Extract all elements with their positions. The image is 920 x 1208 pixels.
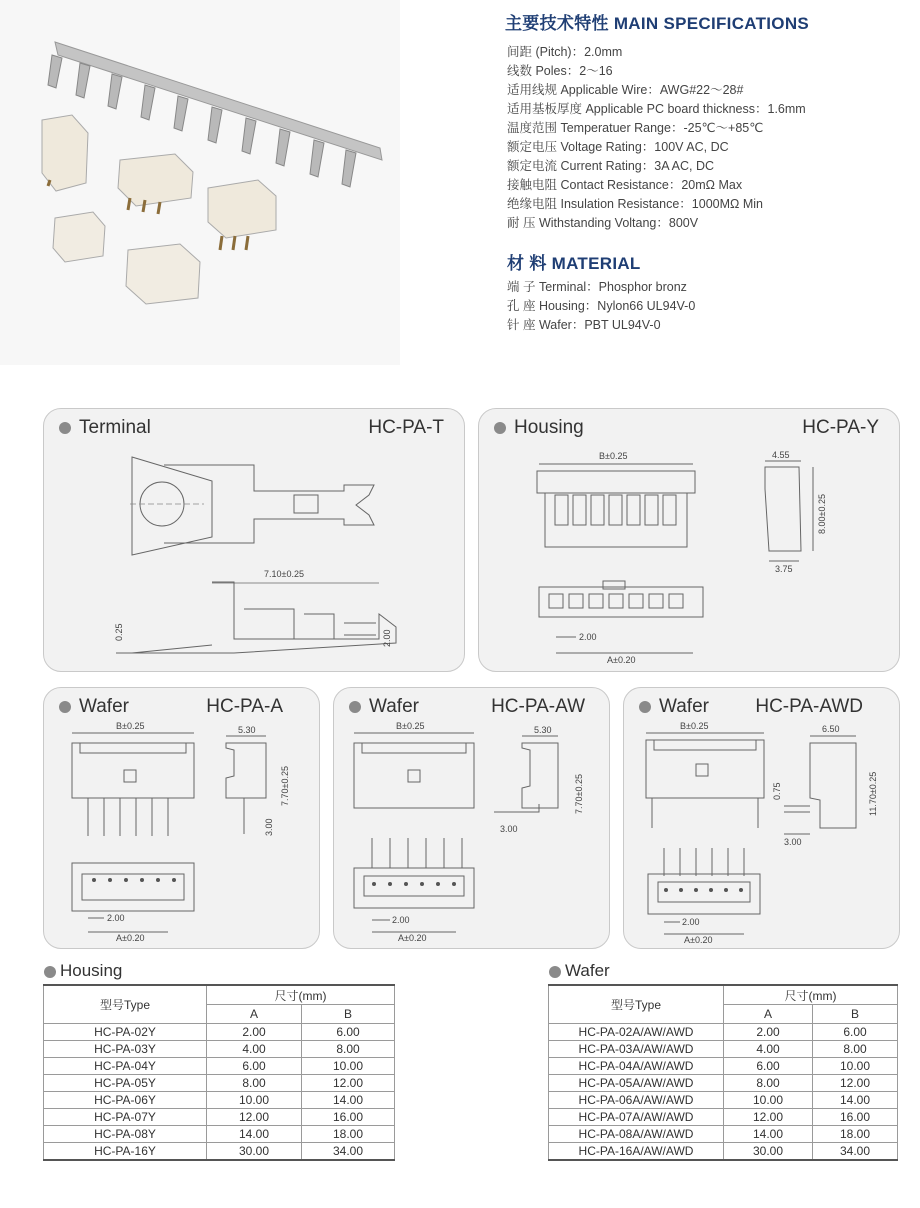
cell-a: 6.00 (207, 1058, 302, 1075)
terminal-card (43, 408, 465, 672)
cell-b: 16.00 (302, 1109, 395, 1126)
wafer-awd-dim-pitch: 2.00 (682, 917, 700, 927)
cell-a: 30.00 (207, 1143, 302, 1161)
cell-b: 18.00 (302, 1126, 395, 1143)
cell-type: HC-PA-04Y (44, 1058, 207, 1075)
terminal-strip (48, 42, 382, 187)
housing-small-photo (53, 212, 105, 262)
housing-col-a: A (207, 1005, 302, 1024)
wafer-aw-drawing (334, 688, 609, 948)
cell-b: 12.00 (813, 1075, 898, 1092)
cell-type: HC-PA-05Y (44, 1075, 207, 1092)
wafer-a-dim-pin: 3.00 (264, 818, 274, 836)
housing-dim-height: 8.00±0.25 (817, 494, 827, 534)
product-photo (0, 0, 400, 365)
housing-dim-width: 4.55 (772, 450, 790, 460)
housing-dim-a: A±0.20 (607, 655, 636, 665)
cell-a: 4.00 (724, 1041, 813, 1058)
cell-type: HC-PA-02Y (44, 1024, 207, 1041)
cell-a: 30.00 (724, 1143, 813, 1161)
table-row (44, 1092, 395, 1109)
table-row (44, 1143, 395, 1161)
cell-a: 6.00 (724, 1058, 813, 1075)
terminal-title-text: Terminal (79, 417, 151, 438)
table-row (44, 1041, 395, 1058)
wafer-a-dim-b: B±0.25 (116, 721, 145, 731)
cell-a: 12.00 (207, 1109, 302, 1126)
wafer-awd-dim-a: A±0.20 (684, 935, 713, 945)
wafer-aw-title-text: Wafer (369, 696, 419, 717)
spec-wire: 适用线规 Applicable Wire：AWG#22～28# (507, 83, 744, 97)
cell-b: 16.00 (813, 1109, 898, 1126)
material-wafer: 针 座 Wafer：PBT UL94V-0 (507, 318, 661, 332)
terminal-dim-height: 2.00 (382, 629, 392, 647)
table-row (549, 1041, 898, 1058)
housing-col-size: 尺寸(mm) (207, 985, 395, 1005)
wafer-awd-dim-b: B±0.25 (680, 721, 709, 731)
table-row (549, 1024, 898, 1041)
wafer-a-card-code: HC-PA-A (206, 696, 283, 717)
cell-type: HC-PA-03A/AW/AWD (549, 1041, 724, 1058)
table-row (549, 1126, 898, 1143)
table-row (549, 1058, 898, 1075)
cell-type: HC-PA-04A/AW/AWD (549, 1058, 724, 1075)
cell-b: 14.00 (302, 1092, 395, 1109)
cell-b: 12.00 (302, 1075, 395, 1092)
cell-b: 14.00 (813, 1092, 898, 1109)
wafer-aw-card (333, 687, 610, 949)
wafer-awd-card (623, 687, 900, 949)
table-row (44, 1058, 395, 1075)
cell-a: 14.00 (724, 1126, 813, 1143)
housing-card (478, 408, 900, 672)
cell-a: 10.00 (207, 1092, 302, 1109)
wafer-col-b: B (813, 1005, 898, 1024)
wafer-aw-card-code: HC-PA-AW (491, 696, 585, 717)
housing-col-b: B (302, 1005, 395, 1024)
cell-a: 8.00 (207, 1075, 302, 1092)
cell-type: HC-PA-08Y (44, 1126, 207, 1143)
cell-a: 2.00 (207, 1024, 302, 1041)
wafer-awd-dim-offset: 0.75 (772, 782, 782, 800)
cell-b: 8.00 (813, 1041, 898, 1058)
spec-contact-resistance: 接触电阻 Contact Resistance：20mΩ Max (507, 178, 743, 192)
housing-card-code: HC-PA-Y (802, 417, 879, 438)
cell-type: HC-PA-06Y (44, 1092, 207, 1109)
header-top-photo (118, 154, 193, 214)
wafer-a-title-text: Wafer (79, 696, 129, 717)
table-row (549, 1109, 898, 1126)
cell-b: 34.00 (302, 1143, 395, 1161)
connector-photo-illustration (0, 0, 400, 365)
housing-title-text: Housing (514, 417, 584, 438)
cell-b: 10.00 (302, 1058, 395, 1075)
wafer-a-dim-width: 5.30 (238, 725, 256, 735)
table-row (549, 1075, 898, 1092)
wafer-aw-dim-width: 5.30 (534, 725, 552, 735)
wafer-col-size: 尺寸(mm) (724, 985, 898, 1005)
housing-table-heading-text: Housing (60, 961, 123, 980)
spec-current: 额定电流 Current Rating：3A AC, DC (507, 159, 715, 173)
wafer-aw-dim-pin: 3.00 (500, 824, 518, 834)
cell-type: HC-PA-07A/AW/AWD (549, 1109, 724, 1126)
wafer-awd-dim-pin: 3.00 (784, 837, 802, 847)
housing-large-photo (126, 244, 200, 304)
material-terminal: 端 子 Terminal：Phosphor bronz (507, 280, 687, 294)
table-row (44, 1024, 395, 1041)
cell-a: 12.00 (724, 1109, 813, 1126)
cell-a: 14.00 (207, 1126, 302, 1143)
cell-b: 10.00 (813, 1058, 898, 1075)
housing-drawing (479, 409, 899, 671)
wafer-awd-card-code: HC-PA-AWD (755, 696, 863, 717)
housing-col-type: 型号Type (44, 985, 207, 1024)
spec-poles: 线数 Poles：2～16 (507, 64, 613, 78)
cell-b: 6.00 (813, 1024, 898, 1041)
cell-a: 2.00 (724, 1024, 813, 1041)
material-housing: 孔 座 Housing：Nylon66 UL94V-0 (507, 299, 696, 313)
terminal-dim-length: 7.10±0.25 (264, 569, 304, 579)
wafer-a-card (43, 687, 320, 949)
material-title: 材 料 MATERIAL (507, 254, 641, 273)
spec-voltage: 额定电压 Voltage Rating：100V AC, DC (507, 140, 729, 154)
bullet-icon (44, 966, 56, 978)
wafer-a-dim-pitch: 2.00 (107, 913, 125, 923)
cell-b: 6.00 (302, 1024, 395, 1041)
cell-type: HC-PA-03Y (44, 1041, 207, 1058)
wafer-a-dim-a: A±0.20 (116, 933, 145, 943)
spec-insulation-resistance: 绝缘电阻 Insulation Resistance：1000MΩ Min (507, 197, 763, 211)
cell-a: 10.00 (724, 1092, 813, 1109)
wafer-a-drawing (44, 688, 319, 948)
cell-a: 8.00 (724, 1075, 813, 1092)
wafer-col-type: 型号Type (549, 985, 724, 1024)
cell-type: HC-PA-06A/AW/AWD (549, 1092, 724, 1109)
terminal-card-code: HC-PA-T (368, 417, 444, 438)
header-front-photo (208, 180, 276, 250)
terminal-dim-thickness: 0.25 (114, 623, 124, 641)
spec-pitch: 间距 (Pitch)：2.0mm (507, 45, 623, 59)
housing-dim-b: B±0.25 (599, 451, 628, 461)
table-row (44, 1075, 395, 1092)
wafer-awd-title-text: Wafer (659, 696, 709, 717)
cell-type: HC-PA-16Y (44, 1143, 207, 1161)
wafer-awd-dim-width: 6.50 (822, 724, 840, 734)
cell-b: 18.00 (813, 1126, 898, 1143)
table-row (549, 1143, 898, 1161)
wafer-col-a: A (724, 1005, 813, 1024)
wafer-awd-dim-height: 11.70±0.25 (868, 771, 878, 816)
specs-title: 主要技术特性 MAIN SPECIFICATIONS (505, 14, 810, 33)
housing-dim-depth: 3.75 (775, 564, 793, 574)
cell-type: HC-PA-16A/AW/AWD (549, 1143, 724, 1161)
cell-type: HC-PA-08A/AW/AWD (549, 1126, 724, 1143)
housing-table (43, 984, 395, 1161)
wafer-aw-dim-pitch: 2.00 (392, 915, 410, 925)
wafer-awd-drawing (624, 688, 899, 948)
spec-withstanding-voltage: 耐 压 Withstanding Voltang：800V (507, 216, 699, 230)
cell-b: 8.00 (302, 1041, 395, 1058)
cell-b: 34.00 (813, 1143, 898, 1161)
spec-pcb: 适用基板厚度 Applicable PC board thickness：1.6mm (507, 102, 806, 116)
wafer-aw-dim-a: A±0.20 (398, 933, 427, 943)
wafer-aw-dim-height: 7.70±0.25 (574, 774, 584, 814)
housing-dim-pitch: 2.00 (579, 632, 597, 642)
header-side-photo (42, 115, 88, 191)
wafer-table-heading-text: Wafer (565, 961, 610, 980)
material-list (507, 278, 695, 335)
wafer-a-dim-height: 7.70±0.25 (280, 766, 290, 806)
cell-type: HC-PA-02A/AW/AWD (549, 1024, 724, 1041)
wafer-table (548, 984, 898, 1161)
table-row (549, 1092, 898, 1109)
spec-temperature: 温度范围 Temperatuer Range：-25℃～+85℃ (507, 121, 764, 135)
table-row (44, 1109, 395, 1126)
cell-a: 4.00 (207, 1041, 302, 1058)
housing-table-heading (44, 961, 122, 981)
bullet-icon (549, 966, 561, 978)
cell-type: HC-PA-05A/AW/AWD (549, 1075, 724, 1092)
table-row (44, 1126, 395, 1143)
cell-type: HC-PA-07Y (44, 1109, 207, 1126)
terminal-drawing (44, 409, 464, 671)
wafer-table-heading (549, 961, 610, 981)
specs-list (507, 43, 806, 233)
wafer-aw-dim-b: B±0.25 (396, 721, 425, 731)
